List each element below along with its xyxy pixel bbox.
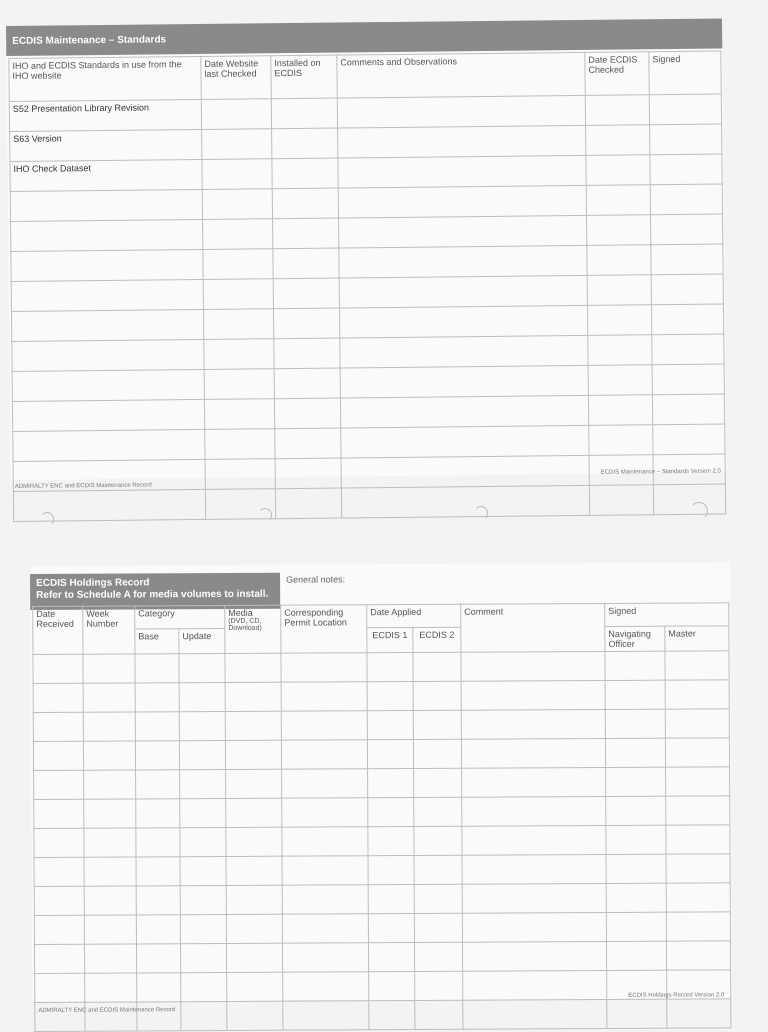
cell[interactable] xyxy=(462,825,606,855)
cell[interactable] xyxy=(413,710,461,739)
cell[interactable] xyxy=(33,712,83,741)
cell[interactable] xyxy=(606,883,666,912)
cell[interactable] xyxy=(341,455,589,488)
cell[interactable] xyxy=(585,95,649,126)
cell[interactable] xyxy=(12,339,204,371)
cell[interactable] xyxy=(202,159,272,190)
cell[interactable] xyxy=(275,488,341,519)
cell[interactable] xyxy=(135,741,179,770)
cell[interactable] xyxy=(282,943,368,972)
cell[interactable] xyxy=(84,944,136,973)
table-row xyxy=(34,767,730,800)
header-date-ecdis-checked: Date ECDIS Checked xyxy=(585,52,649,96)
table-row xyxy=(34,796,730,829)
cell[interactable] xyxy=(274,398,340,429)
cell[interactable] xyxy=(588,395,652,426)
cell[interactable] xyxy=(226,885,282,914)
cell[interactable] xyxy=(368,797,414,826)
maintenance-footer-right: ECDIS Maintenance – Standards Version 2.0 xyxy=(600,468,721,476)
cell[interactable] xyxy=(226,856,282,885)
cell[interactable] xyxy=(271,98,337,129)
header-installed-on-ecdis: Installed on ECDIS xyxy=(271,55,337,99)
cell[interactable] xyxy=(203,309,273,340)
cell[interactable] xyxy=(12,399,204,431)
maintenance-header-row xyxy=(9,51,721,101)
cell[interactable] xyxy=(415,971,463,1000)
cell[interactable] xyxy=(651,274,723,305)
cell[interactable] xyxy=(179,653,225,682)
row-label-s52: S52 Presentation Library Revision xyxy=(9,99,201,131)
cell[interactable] xyxy=(225,740,281,769)
cell[interactable] xyxy=(225,711,281,740)
cell[interactable] xyxy=(607,999,667,1028)
holdings-table xyxy=(32,602,731,1032)
cell[interactable] xyxy=(34,857,84,886)
cell[interactable] xyxy=(338,155,586,188)
cell[interactable] xyxy=(135,654,179,683)
cell[interactable] xyxy=(665,709,729,738)
cell[interactable] xyxy=(203,249,273,280)
header-permit-location: Corresponding Permit Location xyxy=(281,605,367,653)
cell[interactable] xyxy=(33,654,83,683)
punch-hole-icon xyxy=(258,508,272,522)
cell[interactable] xyxy=(462,912,606,942)
holdings-header-row-2 xyxy=(33,626,729,655)
cell[interactable] xyxy=(274,368,340,399)
cell[interactable] xyxy=(586,155,650,186)
cell[interactable] xyxy=(587,305,651,336)
cell[interactable] xyxy=(180,856,226,885)
cell[interactable] xyxy=(368,768,414,797)
cell[interactable] xyxy=(275,458,341,489)
cell[interactable] xyxy=(33,683,83,712)
punch-hole-icon xyxy=(40,512,54,526)
cell[interactable] xyxy=(273,218,339,249)
cell[interactable] xyxy=(201,99,271,130)
cell[interactable] xyxy=(34,799,84,828)
cell[interactable] xyxy=(84,857,136,886)
cell[interactable] xyxy=(11,249,203,281)
cell[interactable] xyxy=(652,334,724,365)
cell[interactable] xyxy=(605,680,665,709)
cell[interactable] xyxy=(204,339,274,370)
header-ecdis-1: ECDIS 1 xyxy=(367,627,413,652)
table-row xyxy=(34,825,730,858)
table-row xyxy=(33,738,729,771)
cell[interactable] xyxy=(368,826,414,855)
header-ecdis-2: ECDIS 2 xyxy=(413,627,461,652)
cell[interactable] xyxy=(369,971,415,1000)
holdings-title-line2: Refer to Schedule A for media volumes to install. xyxy=(36,588,269,601)
cell[interactable] xyxy=(665,738,729,767)
cell[interactable] xyxy=(205,459,275,490)
cell[interactable] xyxy=(462,796,606,826)
cell[interactable] xyxy=(606,825,666,854)
cell[interactable] xyxy=(226,914,282,943)
cell[interactable] xyxy=(652,394,724,425)
cell[interactable] xyxy=(273,248,339,279)
table-row xyxy=(13,484,725,521)
cell[interactable] xyxy=(281,653,367,682)
cell[interactable] xyxy=(606,854,666,883)
cell[interactable] xyxy=(136,828,180,857)
cell[interactable] xyxy=(413,739,461,768)
cell[interactable] xyxy=(340,335,588,368)
table-row xyxy=(35,999,731,1032)
cell[interactable] xyxy=(281,711,367,740)
holdings-title-line1: ECDIS Holdings Record xyxy=(36,577,150,589)
cell[interactable] xyxy=(202,129,272,160)
cell[interactable] xyxy=(180,798,226,827)
table-row xyxy=(34,941,730,974)
cell[interactable] xyxy=(586,185,650,216)
cell[interactable] xyxy=(414,942,462,971)
cell[interactable] xyxy=(83,654,135,683)
cell[interactable] xyxy=(179,711,225,740)
cell[interactable] xyxy=(181,972,227,1001)
table-row xyxy=(34,883,730,916)
cell[interactable] xyxy=(180,943,226,972)
cell[interactable] xyxy=(11,309,203,341)
cell[interactable] xyxy=(204,399,274,430)
cell[interactable] xyxy=(589,425,653,456)
cell[interactable] xyxy=(180,827,226,856)
cell[interactable] xyxy=(226,798,282,827)
cell[interactable] xyxy=(11,219,203,251)
cell[interactable] xyxy=(605,709,665,738)
general-notes-label: General notes: xyxy=(286,574,346,585)
cell[interactable] xyxy=(179,682,225,711)
cell[interactable] xyxy=(414,884,462,913)
cell[interactable] xyxy=(462,767,606,797)
cell[interactable] xyxy=(281,740,367,769)
cell[interactable] xyxy=(367,739,413,768)
cell[interactable] xyxy=(414,768,462,797)
header-date-applied: Date Applied xyxy=(367,604,461,627)
cell[interactable] xyxy=(414,913,462,942)
cell[interactable] xyxy=(461,680,605,710)
cell[interactable] xyxy=(137,1002,181,1031)
cell[interactable] xyxy=(666,854,730,883)
cell[interactable] xyxy=(367,652,413,681)
header-signed: Signed xyxy=(649,51,721,95)
cell[interactable] xyxy=(136,915,180,944)
cell[interactable] xyxy=(606,912,666,941)
cell[interactable] xyxy=(34,944,84,973)
punch-hole-icon xyxy=(690,502,708,520)
cell[interactable] xyxy=(226,769,282,798)
cell[interactable] xyxy=(338,125,586,158)
header-date-website-checked: Date Website last Checked xyxy=(201,56,271,100)
cell[interactable] xyxy=(650,124,722,155)
cell[interactable] xyxy=(588,365,652,396)
cell[interactable] xyxy=(272,158,338,189)
header-comments-observations: Comments and Observations xyxy=(337,52,585,98)
cell[interactable] xyxy=(650,184,722,215)
cell[interactable] xyxy=(651,304,723,335)
maintenance-standards-sheet xyxy=(6,19,727,490)
table-row xyxy=(33,680,729,713)
header-update: Update xyxy=(179,628,225,653)
cell[interactable] xyxy=(461,709,605,739)
cell[interactable] xyxy=(463,970,607,1000)
holdings-record-sheet xyxy=(30,562,732,1014)
cell[interactable] xyxy=(136,799,180,828)
cell[interactable] xyxy=(282,827,368,856)
cell[interactable] xyxy=(339,245,587,278)
row-label-s63: S63 Version xyxy=(10,129,202,161)
cell[interactable] xyxy=(35,1002,85,1031)
cell[interactable] xyxy=(85,1002,137,1031)
cell[interactable] xyxy=(666,912,730,941)
cell[interactable] xyxy=(666,825,730,854)
cell[interactable] xyxy=(226,943,282,972)
cell[interactable] xyxy=(84,886,136,915)
cell[interactable] xyxy=(136,770,180,799)
cell[interactable] xyxy=(588,335,652,366)
cell[interactable] xyxy=(414,826,462,855)
cell[interactable] xyxy=(340,365,588,398)
table-row xyxy=(34,912,730,945)
cell[interactable] xyxy=(462,883,606,913)
cell[interactable] xyxy=(180,769,226,798)
cell[interactable] xyxy=(135,683,179,712)
cell[interactable] xyxy=(281,682,367,711)
cell[interactable] xyxy=(666,767,730,796)
cell[interactable] xyxy=(33,741,83,770)
cell[interactable] xyxy=(84,799,136,828)
header-master: Master xyxy=(665,626,729,651)
cell[interactable] xyxy=(589,485,653,516)
cell[interactable] xyxy=(653,424,725,455)
cell[interactable] xyxy=(12,369,204,401)
cell[interactable] xyxy=(34,886,84,915)
cell[interactable] xyxy=(84,828,136,857)
header-media-label: Media xyxy=(228,607,253,618)
header-base: Base xyxy=(135,629,179,654)
cell[interactable] xyxy=(35,973,85,1002)
cell[interactable] xyxy=(367,681,413,710)
punch-hole-icon xyxy=(474,506,488,520)
holdings-footer-left: ADMIRALTY ENC and ECDIS Maintenance Record xyxy=(38,1007,176,1014)
cell[interactable] xyxy=(368,913,414,942)
header-comment: Comment xyxy=(461,603,605,652)
cell[interactable] xyxy=(282,914,368,943)
cell[interactable] xyxy=(587,215,651,246)
cell[interactable] xyxy=(283,1001,369,1030)
cell[interactable] xyxy=(462,941,606,971)
cell[interactable] xyxy=(339,275,587,308)
holdings-footer-right: ECDIS Holdings Record Version 2.0 xyxy=(628,992,725,999)
cell[interactable] xyxy=(587,245,651,276)
cell[interactable] xyxy=(181,1001,227,1030)
cell[interactable] xyxy=(415,1000,463,1029)
cell[interactable] xyxy=(587,275,651,306)
cell[interactable] xyxy=(136,886,180,915)
cell[interactable] xyxy=(606,941,666,970)
cell[interactable] xyxy=(368,942,414,971)
cell[interactable] xyxy=(368,884,414,913)
cell[interactable] xyxy=(282,885,368,914)
cell[interactable] xyxy=(83,683,135,712)
cell[interactable] xyxy=(275,428,341,459)
cell[interactable] xyxy=(666,883,730,912)
cell[interactable] xyxy=(83,712,135,741)
cell[interactable] xyxy=(282,769,368,798)
cell[interactable] xyxy=(203,279,273,310)
cell[interactable] xyxy=(203,219,273,250)
table-row xyxy=(33,709,729,742)
cell[interactable] xyxy=(225,682,281,711)
cell[interactable] xyxy=(136,857,180,886)
cell[interactable] xyxy=(274,338,340,369)
cell[interactable] xyxy=(413,652,461,681)
header-category: Category xyxy=(135,605,225,628)
cell[interactable] xyxy=(649,94,721,125)
cell[interactable] xyxy=(180,885,226,914)
cell[interactable] xyxy=(338,185,586,218)
cell[interactable] xyxy=(666,941,730,970)
row-label-iho-check: IHO Check Dataset xyxy=(10,159,202,191)
cell[interactable] xyxy=(413,681,461,710)
cell[interactable] xyxy=(283,972,369,1001)
cell[interactable] xyxy=(605,738,665,767)
cell[interactable] xyxy=(11,279,203,311)
cell[interactable] xyxy=(339,305,587,338)
cell[interactable] xyxy=(83,741,135,770)
cell[interactable] xyxy=(34,770,84,799)
table-row xyxy=(34,854,730,887)
cell[interactable] xyxy=(273,278,339,309)
cell[interactable] xyxy=(414,855,462,884)
maintenance-footer-left: ADMIRALTY ENC and ECDIS Maintenance Record xyxy=(14,482,152,490)
cell[interactable] xyxy=(340,395,588,428)
cell[interactable] xyxy=(272,128,338,159)
cell[interactable] xyxy=(665,680,729,709)
cell[interactable] xyxy=(666,796,730,825)
cell[interactable] xyxy=(85,973,137,1002)
cell[interactable] xyxy=(650,154,722,185)
cell[interactable] xyxy=(652,364,724,395)
cell[interactable] xyxy=(136,944,180,973)
cell[interactable] xyxy=(180,914,226,943)
cell[interactable] xyxy=(282,856,368,885)
cell[interactable] xyxy=(227,1001,283,1030)
cell[interactable] xyxy=(651,244,723,275)
cell[interactable] xyxy=(341,425,589,458)
cell[interactable] xyxy=(34,915,84,944)
cell[interactable] xyxy=(135,712,179,741)
cell[interactable] xyxy=(461,738,605,768)
maintenance-title: ECDIS Maintenance – Standards xyxy=(6,19,722,56)
cell[interactable] xyxy=(606,767,666,796)
cell[interactable] xyxy=(414,797,462,826)
cell[interactable] xyxy=(84,915,136,944)
cell[interactable] xyxy=(341,485,589,518)
header-media-note: (DVD, CD, Download) xyxy=(228,617,262,632)
cell[interactable] xyxy=(339,215,587,248)
cell[interactable] xyxy=(227,972,283,1001)
header-week-number: Week Number xyxy=(83,606,135,654)
cell[interactable] xyxy=(137,973,181,1002)
cell[interactable] xyxy=(586,125,650,156)
maintenance-table xyxy=(8,51,726,522)
cell[interactable] xyxy=(226,827,282,856)
header-standards: IHO and ECDIS Standards in use from the IHO website xyxy=(9,56,201,101)
cell[interactable] xyxy=(202,189,272,220)
table-row xyxy=(33,651,729,684)
cell[interactable] xyxy=(665,651,729,680)
cell[interactable] xyxy=(34,828,84,857)
cell[interactable] xyxy=(337,95,585,128)
header-navigating-officer: Navigating Officer xyxy=(605,626,665,651)
header-signed: Signed xyxy=(605,603,729,627)
cell[interactable] xyxy=(462,854,606,884)
cell[interactable] xyxy=(461,651,605,681)
cell[interactable] xyxy=(272,188,338,219)
cell[interactable] xyxy=(13,429,205,461)
cell[interactable] xyxy=(606,796,666,825)
cell[interactable] xyxy=(368,855,414,884)
cell[interactable] xyxy=(84,770,136,799)
cell[interactable] xyxy=(273,308,339,339)
cell[interactable] xyxy=(369,1000,415,1029)
cell[interactable] xyxy=(463,999,607,1029)
cell[interactable] xyxy=(605,651,665,680)
header-media xyxy=(225,605,281,653)
cell[interactable] xyxy=(205,429,275,460)
cell[interactable] xyxy=(179,740,225,769)
cell[interactable] xyxy=(10,189,202,221)
cell[interactable] xyxy=(367,710,413,739)
cell[interactable] xyxy=(225,653,281,682)
cell[interactable] xyxy=(651,214,723,245)
header-date-received: Date Received xyxy=(33,606,83,654)
cell[interactable] xyxy=(204,369,274,400)
cell[interactable] xyxy=(282,798,368,827)
table-row xyxy=(35,970,731,1003)
